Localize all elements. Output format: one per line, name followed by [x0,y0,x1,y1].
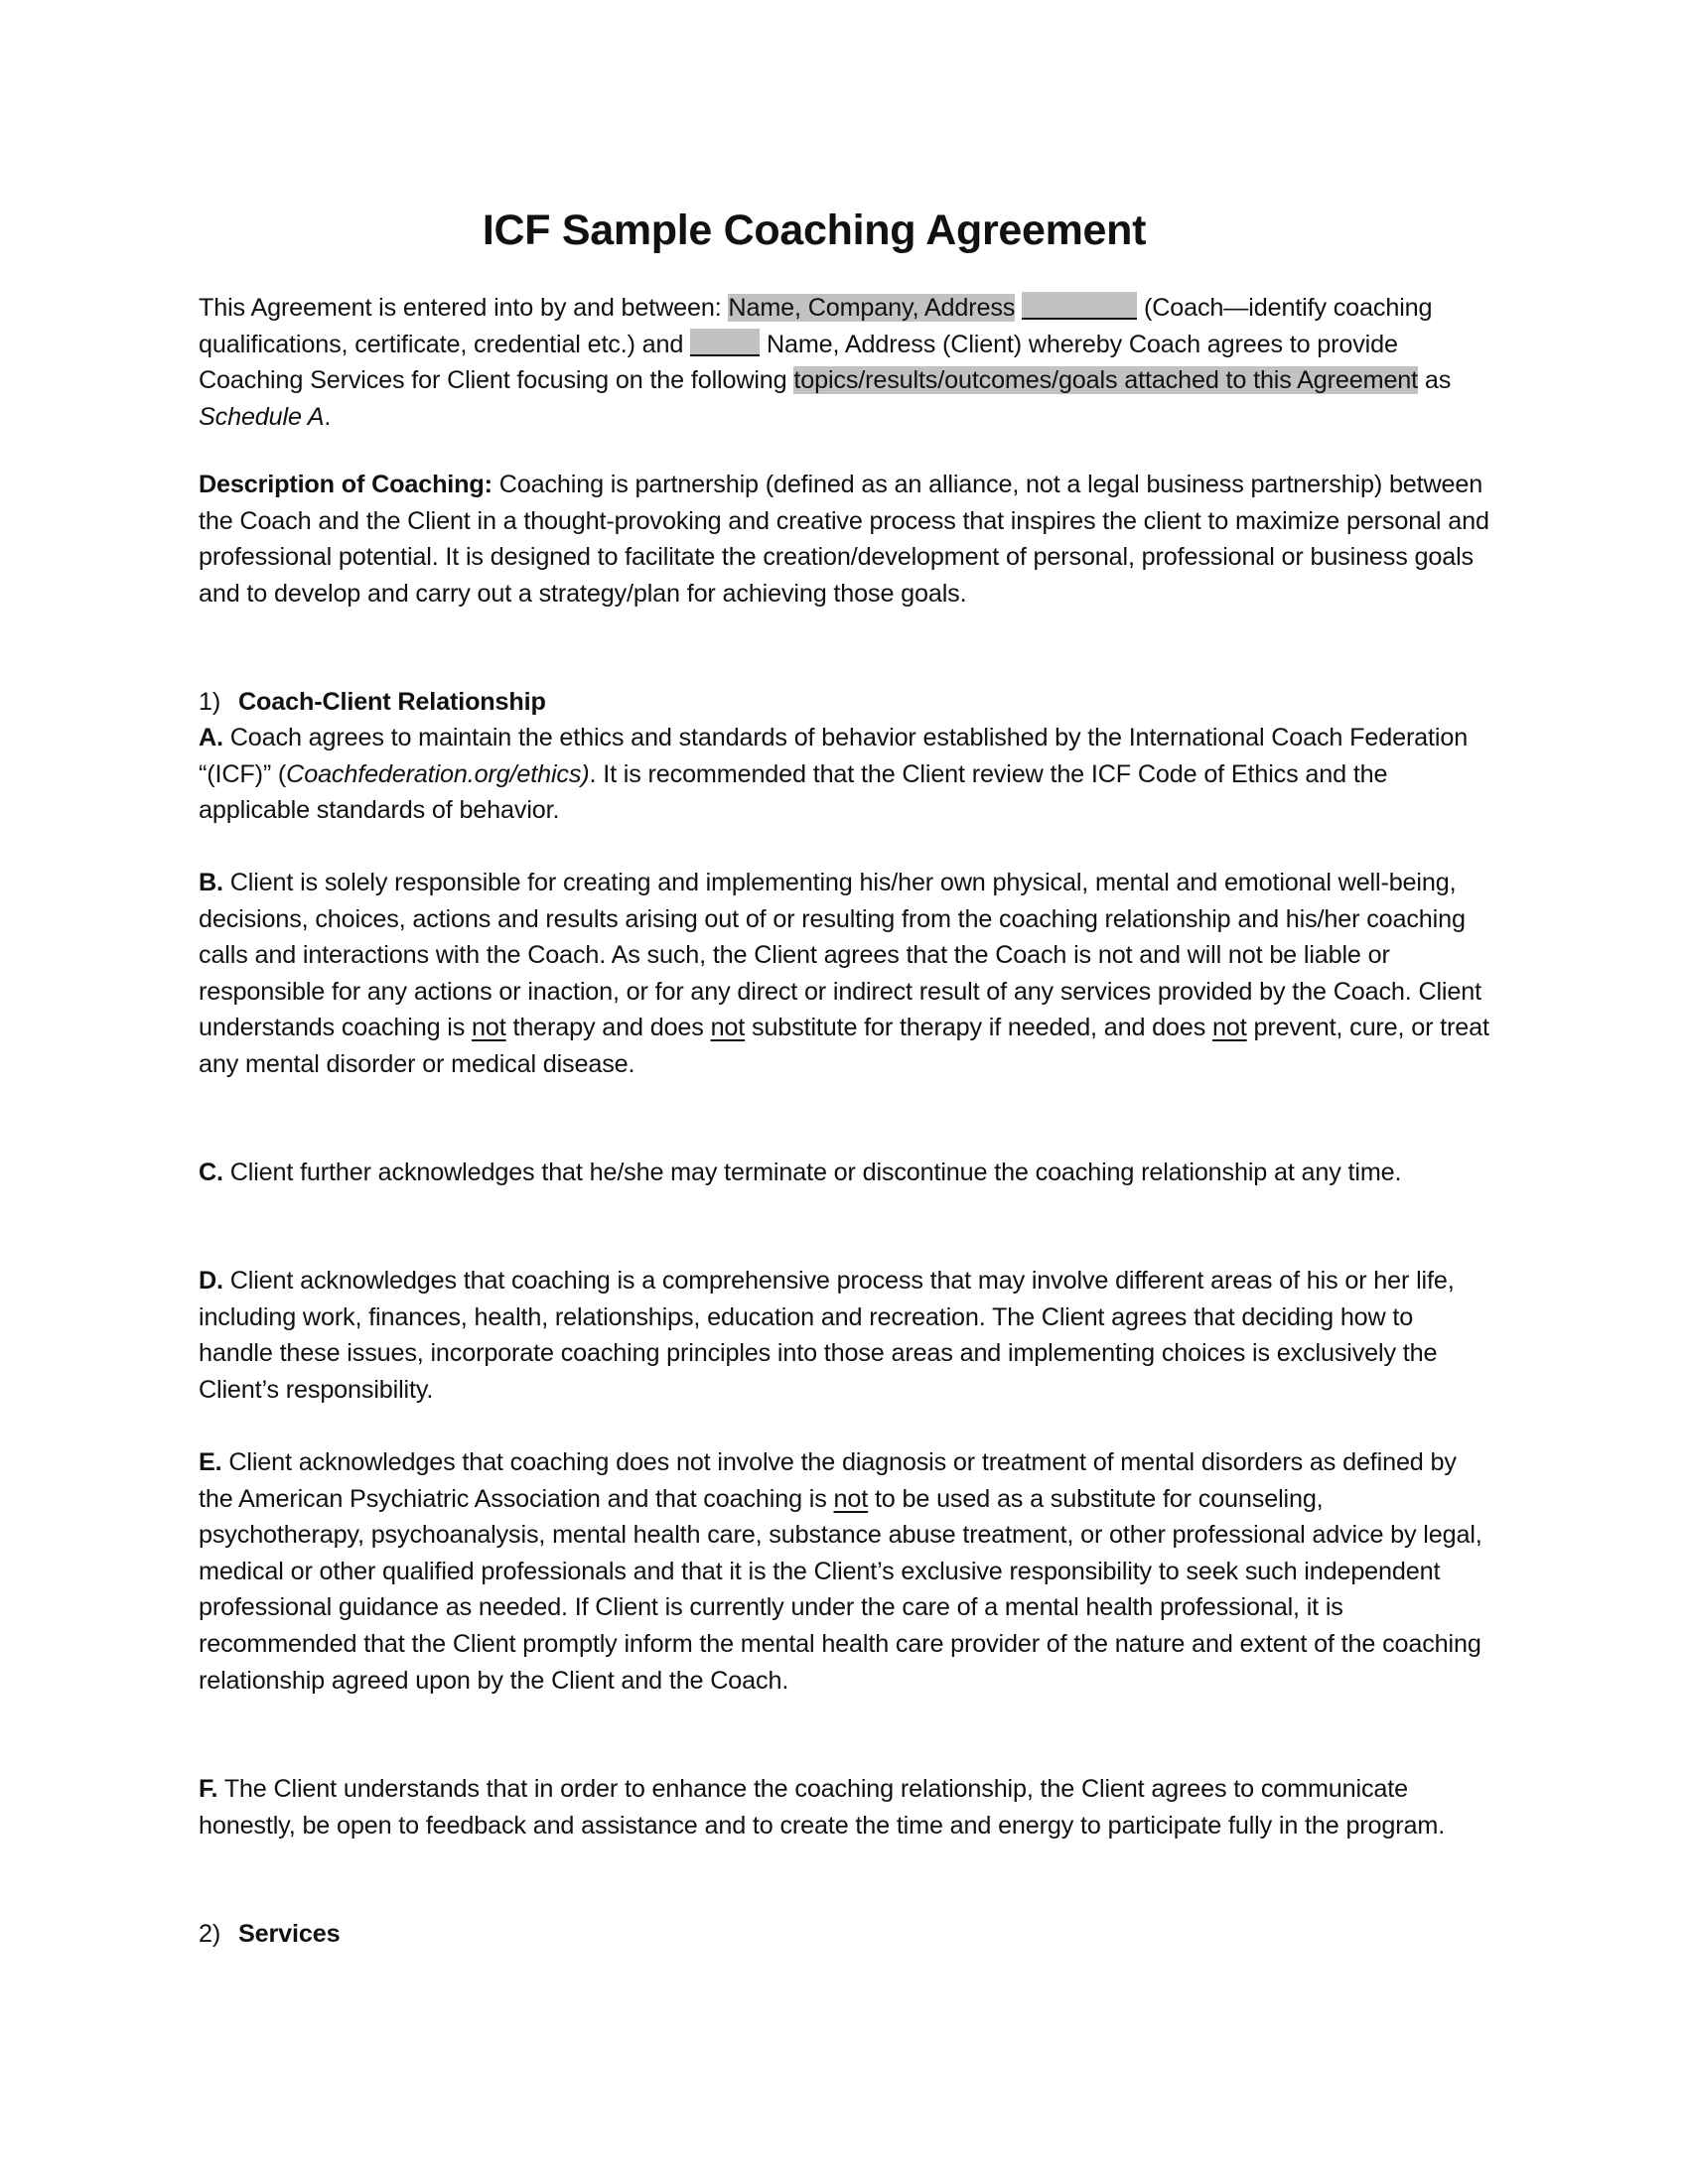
clause-text: Client acknowledges that coaching is a comprehensive process that may involve different areas of his or her life, including work, finances, health, relationships, education and recreation. The Client agrees that deciding how to handle these issues, incorporate coaching principles into those areas and implementing choices is exclusively the Client’s responsibility. [199,1267,1455,1404]
clause-label: B. [199,869,223,896]
section-number: 1) [199,688,221,716]
intro-text: This Agreement is entered into by and between: [199,294,729,322]
clause-f [199,1771,1489,1843]
section-1-heading [199,684,1489,721]
description-paragraph [199,467,1489,612]
intro-paragraph [199,290,1489,435]
emphasis-not: not [833,1484,869,1513]
clause-text: The Client understands that in order to enhance the coaching relationship, the Client agrees to communicate honestly, be open to feedback and assistance and to create the time and energy to participate fully in the program. [199,1775,1446,1840]
section-2-heading [199,1916,1489,1953]
description-text: Coaching is partnership (defined as an alliance, not a legal business partnership) between the Coach and the Client in a thought-provoking and creative process that inspires the client to maximize personal and professional potential. It is designed to facilitate the creation/development of personal, professional or business goals and to develop and carry out a strategy/plan for achieving those goals. [199,471,1489,608]
clause-text: . It is recommended that the Client review the ICF Code of Ethics and the applicable standards of behavior. [199,759,1388,825]
document-title: ICF Sample Coaching Agreement [482,206,1147,254]
clause-label: C. [199,1159,223,1186]
ethics-link[interactable]: Coachfederation.org/ethics) [286,759,590,788]
emphasis-not: not [472,1014,506,1042]
intro-text: (Coach—identify coaching qualifications, certificate, credential etc.) and [199,294,1433,358]
clause-text: to be used as a substitute for counseling, psychotherapy, psychoanalysis, mental health care, substance abuse treatment, or other professional advice by legal, medical or other qualified professionals and that it is the Client’s exclusive responsibility to seek such independent professional guidance as needed. If Client is currently under the care of a mental health professional, it is recommended that the Client promptly inform the mental health care provider of the nature and extent of the coaching relationship agreed upon by the Client and the Coach. [199,1484,1482,1695]
clause-text: therapy and does [505,1014,711,1042]
description-label: Description of Coaching: [199,471,492,498]
clause-e [199,1444,1489,1699]
section-title: Coach-Client Relationship [238,688,546,716]
clause-text: Client acknowledges that coaching does not involve the diagnosis or treatment of mental disorders as defined by the American Psychiatric Association and that coaching is [199,1448,1457,1513]
intro-text: as [1418,366,1452,395]
section-title: Services [238,1920,341,1948]
emphasis-not: not [1212,1014,1247,1042]
goals-field[interactable]: topics/results/outcomes/goals attached to this Agreement [793,366,1419,395]
clause-d [199,1263,1489,1408]
coach-name-field[interactable]: Name, Company, Address [728,294,1016,322]
clause-text: Client further acknowledges that he/she may terminate or discontinue the coaching relationship at any time. [222,1159,1402,1186]
coach-blank-field[interactable] [1022,292,1137,320]
clause-label: D. [199,1267,223,1295]
clause-a [199,720,1489,829]
intro-text: Name, Address (Client) whereby Coach agrees to provide Coaching Services for Client focusing on the following [199,330,1398,395]
clause-text: prevent, cure, or treat any mental disorder or medical disease. [199,1014,1489,1078]
clause-text: Client is solely responsible for creating and implementing his/her own physical, mental and emotional well-being, decisions, choices, actions and results arising out of or resulting from the coaching relationship and his/her coaching calls and interactions with the Coach. As such, the Client agrees that the Coach is not and will not be liable or responsible for any actions or inaction, or for any direct or indirect result of any services provided by the Coach. Client understands coaching is [199,869,1481,1042]
clause-text: Coach agrees to maintain the ethics and standards of behavior established by the International Coach Federation “(ICF)” ( [199,724,1469,788]
clause-c [199,1155,1489,1191]
clause-text: substitute for therapy if needed, and does [745,1014,1213,1042]
clause-label: A. [199,724,223,751]
schedule-reference: Schedule A [199,402,325,431]
clause-label: F. [199,1775,218,1803]
emphasis-not: not [710,1014,746,1042]
clause-b [199,865,1489,1083]
client-blank-field[interactable] [690,329,760,356]
clause-label: E. [199,1448,222,1476]
intro-text: . [324,402,332,431]
section-number: 2) [199,1920,221,1948]
